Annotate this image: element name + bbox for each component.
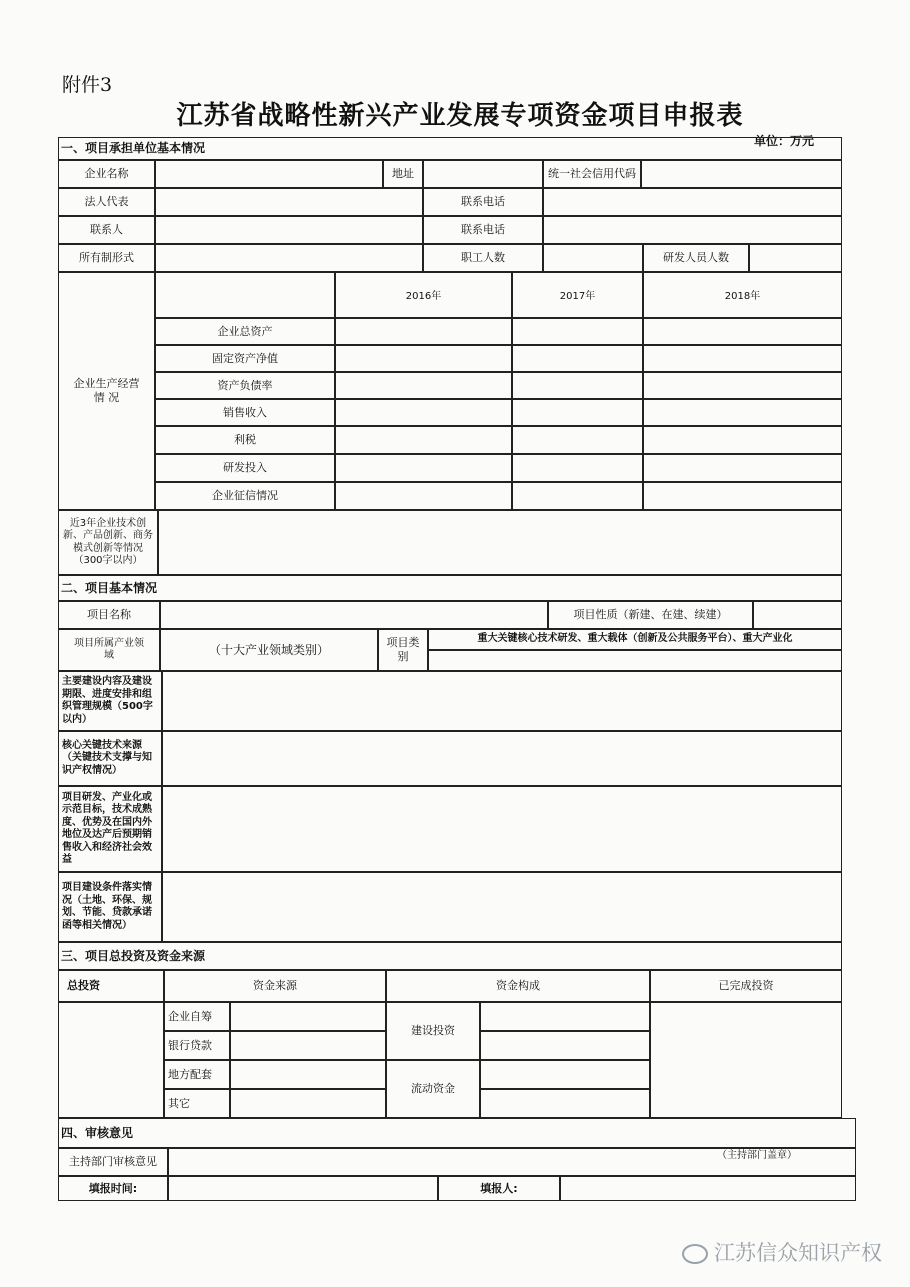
metric-2018[interactable] [643,454,842,482]
content-label: 主要建设内容及建设期限、进度安排和组织管理规模（500字以内） [58,671,162,731]
project-name-label: 项目名称 [58,601,160,629]
construction-investment-label: 建设投资 [386,1002,480,1060]
source-value[interactable] [230,1060,386,1089]
company-name-field[interactable] [155,160,383,188]
employees-label: 职工人数 [423,244,543,272]
working-capital-field-a[interactable] [480,1060,650,1089]
section-4-heading: 四、审核意见 [58,1118,856,1148]
contact-phone2-label: 联系电话 [423,216,543,244]
section-3-heading: 三、项目总投资及资金来源 [58,942,842,970]
source-label: 地方配套 [164,1060,230,1089]
credit-code-field[interactable] [641,160,842,188]
working-capital-label: 流动资金 [386,1060,480,1118]
watermark [682,1237,882,1267]
metric-2018[interactable] [643,426,842,454]
source-label: 其它 [164,1089,230,1118]
metric-2016[interactable] [335,345,512,372]
form-title: 江苏省战略性新兴产业发展专项资金项目申报表 [176,101,744,131]
metric-label: 利税 [155,426,335,454]
goals-label: 项目研发、产业化或示范目标，技术成熟度、优势及在国内外地位及达产后预期销售收入和经济社会效益 [58,786,162,872]
metric-2017[interactable] [512,372,643,399]
project-category-blank[interactable] [428,650,842,671]
construction-investment-field-b[interactable] [480,1031,650,1060]
metric-2016[interactable] [335,426,512,454]
metric-2016[interactable] [335,372,512,399]
project-name-field[interactable] [160,601,548,629]
project-nature-field[interactable] [753,601,842,629]
completed-investment-field[interactable] [650,1002,842,1118]
working-capital-field-b[interactable] [480,1089,650,1118]
metric-label: 企业征信情况 [155,482,335,510]
metric-label: 固定资产净值 [155,345,335,372]
legal-rep-field[interactable] [155,188,423,216]
industry-field-value[interactable]: （十大产业领域类别） [160,629,378,671]
construction-investment-field-a[interactable] [480,1002,650,1031]
metric-2017[interactable] [512,345,643,372]
metric-2018[interactable] [643,482,842,510]
source-value[interactable] [230,1002,386,1031]
section-1-heading: 一、项目承担单位基本情况 [58,137,842,160]
year-2017: 2017年 [512,272,643,318]
project-category-label: 项目类别 [378,629,428,671]
metric-2018[interactable] [643,318,842,345]
legal-rep-label: 法人代表 [58,188,155,216]
metric-2018[interactable] [643,399,842,426]
metric-2016[interactable] [335,482,512,510]
source-label: 银行贷款 [164,1031,230,1060]
innovation-field[interactable] [158,510,842,575]
source-value[interactable] [230,1031,386,1060]
contact-phone2-field[interactable] [543,216,842,244]
wechat-icon [682,1244,708,1264]
employees-field[interactable] [543,244,643,272]
metric-2017[interactable] [512,318,643,345]
fund-source-header: 资金来源 [164,970,386,1002]
tech-source-label: 核心关键技术来源（关键技术支撑与知识产权情况） [58,731,162,786]
ownership-label: 所有制形式 [58,244,155,272]
metric-2016[interactable] [335,318,512,345]
ops-label: 企业生产经营情 况 [58,272,155,510]
metric-2017[interactable] [512,399,643,426]
dept-opinion-field[interactable] [168,1148,856,1176]
contact-phone-label: 联系电话 [423,188,543,216]
metric-2018[interactable] [643,345,842,372]
total-investment-field[interactable] [58,1002,164,1118]
metric-2016[interactable] [335,399,512,426]
metric-2016[interactable] [335,454,512,482]
year-2016: 2016年 [335,272,512,318]
metric-2017[interactable] [512,426,643,454]
attachment-label: 附件3 [62,74,113,96]
innovation-label: 近3年企业技术创新、产品创新、商务模式创新等情况（300字以内） [58,510,158,575]
fund-structure-header: 资金构成 [386,970,650,1002]
source-label: 企业自筹 [164,1002,230,1031]
watermark-text: 江苏信众知识产权 [714,1241,882,1265]
metric-label: 研发投入 [155,454,335,482]
unit-label: 单位：万元 [754,134,815,148]
contact-person-label: 联系人 [58,216,155,244]
filler-field[interactable] [560,1176,856,1201]
metric-label: 销售收入 [155,399,335,426]
company-name-label: 企业名称 [58,160,155,188]
seal-note: （主持部门盖章） [717,1150,797,1161]
metric-2018[interactable] [643,372,842,399]
fill-time-field[interactable] [168,1176,438,1201]
project-category-value[interactable]: 重大关键核心技术研发、重大载体（创新及公共服务平台）、重大产业化 [428,629,842,650]
goals-field[interactable] [162,786,842,872]
filler-label: 填报人: [438,1176,560,1201]
rd-staff-field[interactable] [749,244,842,272]
metric-label: 企业总资产 [155,318,335,345]
tech-source-field[interactable] [162,731,842,786]
contact-phone-field[interactable] [543,188,842,216]
ownership-field[interactable] [155,244,423,272]
conditions-label: 项目建设条件落实情况（土地、环保、规划、节能、贷款承诺函等相关情况） [58,872,162,942]
year-2018: 2018年 [643,272,842,318]
source-value[interactable] [230,1089,386,1118]
total-investment-label: 总投资 [58,970,164,1002]
address-field[interactable] [423,160,543,188]
address-label: 地址 [383,160,423,188]
contact-person-field[interactable] [155,216,423,244]
metric-2017[interactable] [512,454,643,482]
completed-investment-header: 已完成投资 [650,970,842,1002]
metric-2017[interactable] [512,482,643,510]
content-field[interactable] [162,671,842,731]
metric-label: 资产负债率 [155,372,335,399]
section-2-heading: 二、项目基本情况 [58,575,842,601]
rd-staff-label: 研发人员人数 [643,244,749,272]
industry-field-label: 项目所属产业领域 [58,629,160,671]
fill-time-label: 填报时间: [58,1176,168,1201]
conditions-field[interactable] [162,872,842,942]
ops-header-blank [155,272,335,318]
credit-code-label: 统一社会信用代码 [543,160,641,188]
dept-opinion-label: 主持部门审核意见 [58,1148,168,1176]
project-nature-label: 项目性质（新建、在建、续建） [548,601,753,629]
